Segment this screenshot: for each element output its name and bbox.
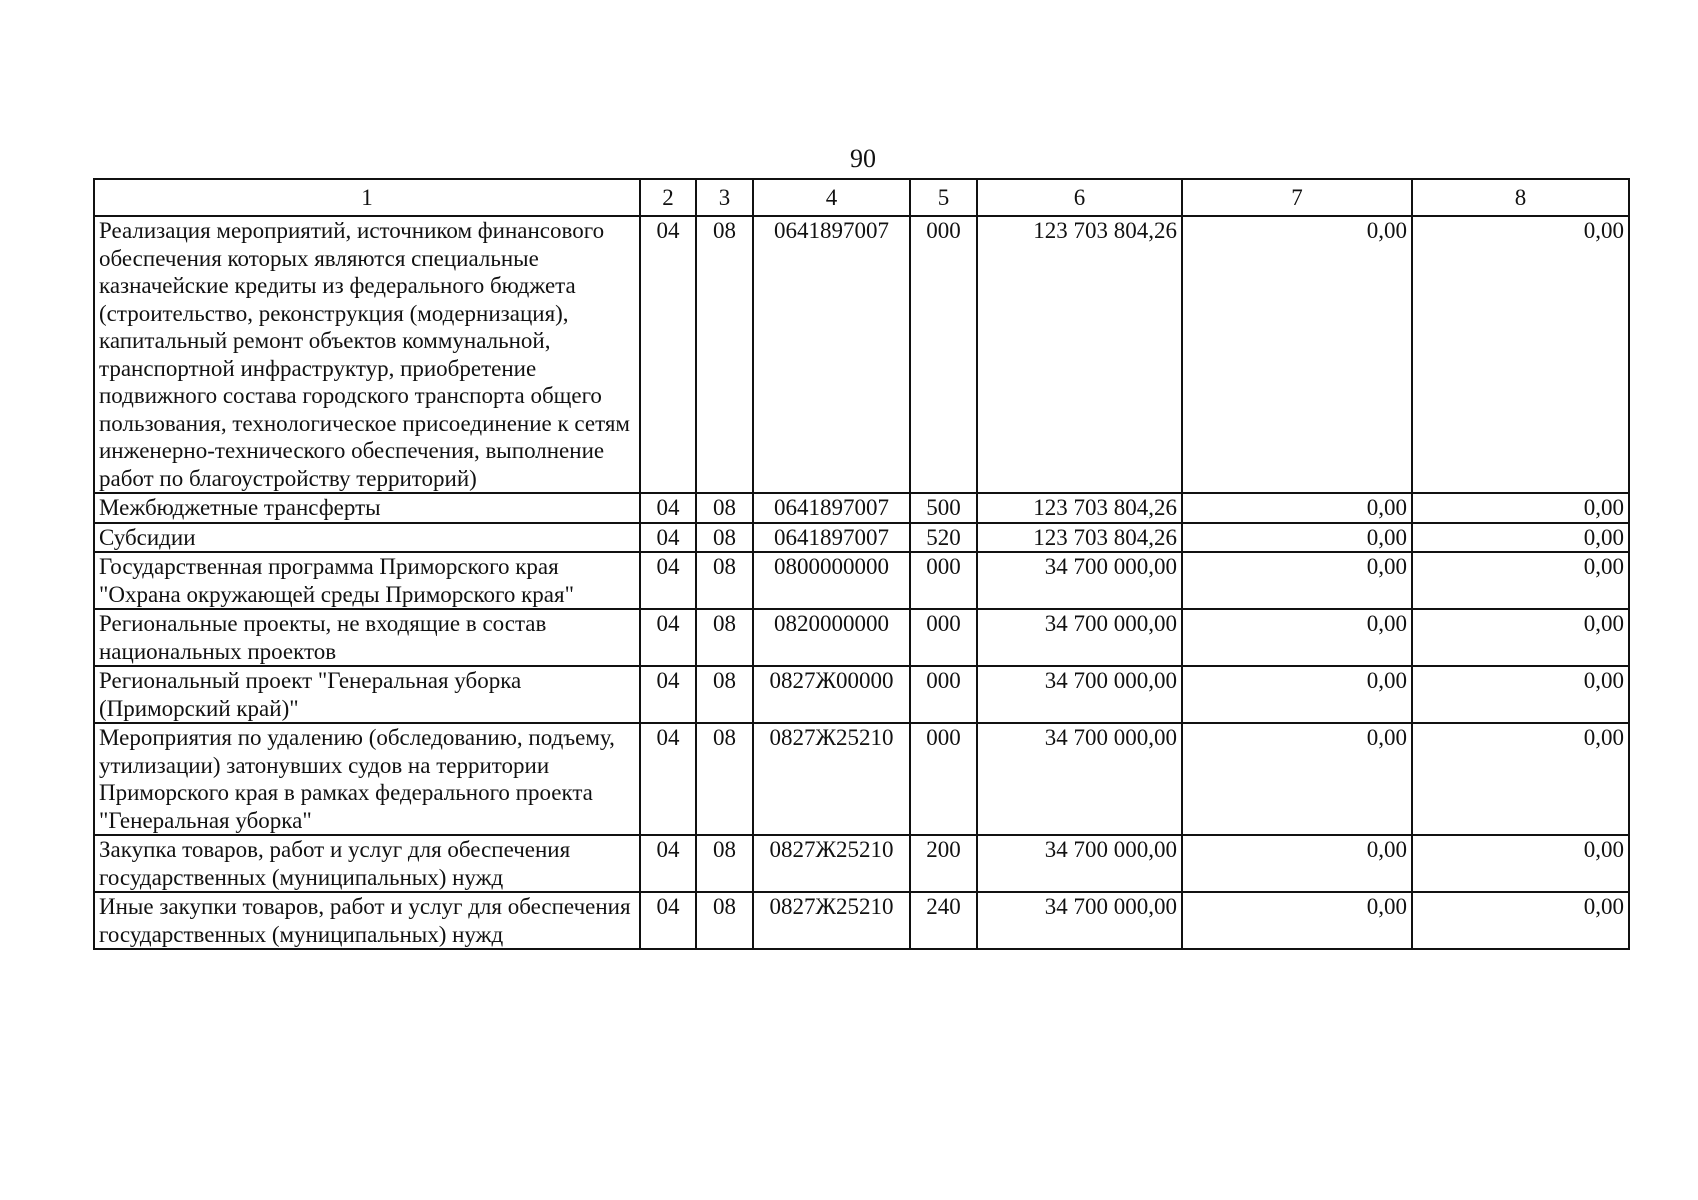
table-row: [94, 835, 1629, 892]
amount-col-6: 123 703 804,26: [977, 523, 1182, 553]
section-code: 04: [640, 216, 696, 493]
table-row: [94, 723, 1629, 835]
amount-col-7: 0,00: [1182, 216, 1412, 493]
table-row: [94, 609, 1629, 666]
amount-col-6: 123 703 804,26: [977, 216, 1182, 493]
amount-col-6: 34 700 000,00: [977, 892, 1182, 949]
subsection-code: 08: [696, 216, 753, 493]
column-header: 4: [753, 179, 910, 216]
amount-col-8: 0,00: [1412, 216, 1629, 493]
expense-type-code: 000: [910, 552, 977, 609]
amount-col-8: 0,00: [1412, 523, 1629, 553]
subsection-code: 08: [696, 493, 753, 523]
subsection-code: 08: [696, 723, 753, 835]
section-code: 04: [640, 892, 696, 949]
section-code: 04: [640, 493, 696, 523]
row-name: Реализация мероприятий, источником финансового обеспечения которых являются специальные казначейские кредиты из федерального бюджета (строительство, реконструкция (модернизация), капитальный ремонт объектов коммунальной, транспортной инфраструктур, приобретение подвижного состава городского транспорта общего пользования, технологическое присоединение к сетям инженерно-технического обеспечения, выполнение работ по благоустройству территорий): [94, 216, 640, 493]
table-row: [94, 892, 1629, 949]
amount-col-6: 123 703 804,26: [977, 493, 1182, 523]
budget-table: [93, 178, 1630, 950]
amount-col-7: 0,00: [1182, 552, 1412, 609]
expense-type-code: 500: [910, 493, 977, 523]
section-code: 04: [640, 835, 696, 892]
column-header: 7: [1182, 179, 1412, 216]
table-row: [94, 216, 1629, 493]
expense-type-code: 000: [910, 723, 977, 835]
column-header: 2: [640, 179, 696, 216]
amount-col-8: 0,00: [1412, 892, 1629, 949]
row-name: Мероприятия по удалению (обследованию, подъему, утилизации) затонувших судов на территории Приморского края в рамках федерального проекта "Генеральная уборка": [94, 723, 640, 835]
subsection-code: 08: [696, 835, 753, 892]
row-name: Иные закупки товаров, работ и услуг для обеспечения государственных (муниципальных) нужд: [94, 892, 640, 949]
row-name: Региональный проект "Генеральная уборка (Приморский край)": [94, 666, 640, 723]
target-article-code: 0827Ж25210: [753, 723, 910, 835]
subsection-code: 08: [696, 892, 753, 949]
target-article-code: 0641897007: [753, 493, 910, 523]
row-name: Региональные проекты, не входящие в состав национальных проектов: [94, 609, 640, 666]
target-article-code: 0820000000: [753, 609, 910, 666]
subsection-code: 08: [696, 523, 753, 553]
row-name: Государственная программа Приморского края "Охрана окружающей среды Приморского края": [94, 552, 640, 609]
column-header: 3: [696, 179, 753, 216]
amount-col-6: 34 700 000,00: [977, 666, 1182, 723]
target-article-code: 0827Ж25210: [753, 835, 910, 892]
column-header: 5: [910, 179, 977, 216]
target-article-code: 0827Ж25210: [753, 892, 910, 949]
section-code: 04: [640, 609, 696, 666]
expense-type-code: 240: [910, 892, 977, 949]
target-article-code: 0827Ж00000: [753, 666, 910, 723]
subsection-code: 08: [696, 666, 753, 723]
amount-col-8: 0,00: [1412, 609, 1629, 666]
amount-col-7: 0,00: [1182, 493, 1412, 523]
table-row: [94, 666, 1629, 723]
row-name: Закупка товаров, работ и услуг для обеспечения государственных (муниципальных) нужд: [94, 835, 640, 892]
expense-type-code: 200: [910, 835, 977, 892]
section-code: 04: [640, 666, 696, 723]
subsection-code: 08: [696, 552, 753, 609]
table-row: [94, 552, 1629, 609]
amount-col-6: 34 700 000,00: [977, 552, 1182, 609]
amount-col-7: 0,00: [1182, 666, 1412, 723]
amount-col-8: 0,00: [1412, 493, 1629, 523]
table-row: [94, 493, 1629, 523]
amount-col-8: 0,00: [1412, 723, 1629, 835]
column-header: 1: [94, 179, 640, 216]
row-name: Субсидии: [94, 523, 640, 553]
target-article-code: 0800000000: [753, 552, 910, 609]
section-code: 04: [640, 552, 696, 609]
expense-type-code: 520: [910, 523, 977, 553]
amount-col-7: 0,00: [1182, 723, 1412, 835]
amount-col-7: 0,00: [1182, 892, 1412, 949]
page-number: 90: [850, 144, 876, 173]
amount-col-7: 0,00: [1182, 835, 1412, 892]
subsection-code: 08: [696, 609, 753, 666]
expense-type-code: 000: [910, 609, 977, 666]
amount-col-8: 0,00: [1412, 835, 1629, 892]
section-code: 04: [640, 723, 696, 835]
column-header: 6: [977, 179, 1182, 216]
row-name: Межбюджетные трансферты: [94, 493, 640, 523]
expense-type-code: 000: [910, 666, 977, 723]
amount-col-7: 0,00: [1182, 609, 1412, 666]
amount-col-7: 0,00: [1182, 523, 1412, 553]
table-row: [94, 523, 1629, 553]
expense-type-code: 000: [910, 216, 977, 493]
section-code: 04: [640, 523, 696, 553]
amount-col-6: 34 700 000,00: [977, 723, 1182, 835]
target-article-code: 0641897007: [753, 523, 910, 553]
amount-col-6: 34 700 000,00: [977, 609, 1182, 666]
target-article-code: 0641897007: [753, 216, 910, 493]
amount-col-8: 0,00: [1412, 552, 1629, 609]
column-header: 8: [1412, 179, 1629, 216]
header-row: [94, 179, 1629, 216]
amount-col-8: 0,00: [1412, 666, 1629, 723]
amount-col-6: 34 700 000,00: [977, 835, 1182, 892]
